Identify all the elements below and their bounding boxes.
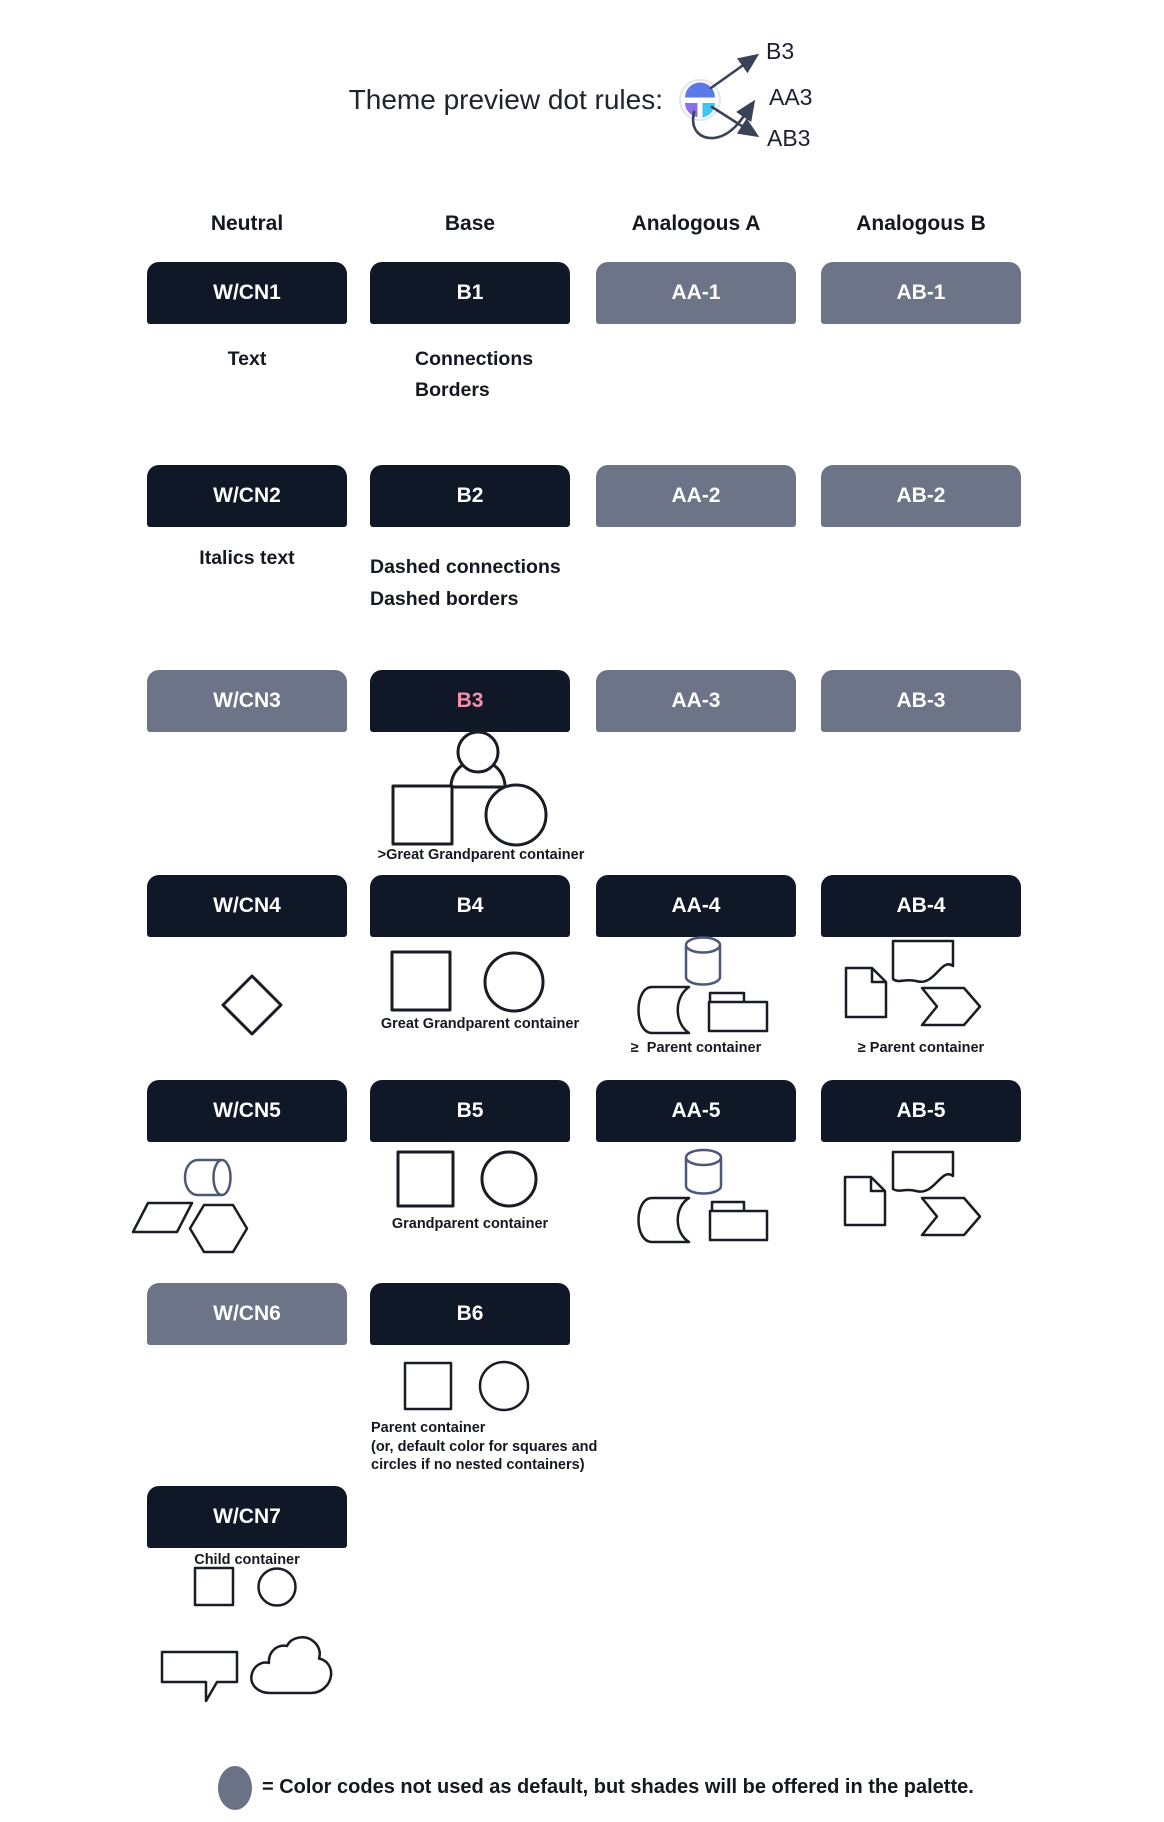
stored-data-shape [639,987,690,1033]
cylinder-top [686,1150,721,1165]
annotation-connections-borders [415,344,533,406]
square-shape [195,1568,233,1605]
annotation-italics-text: Italics text [199,547,295,569]
parallelogram-shape [133,1203,192,1232]
chevron-shape [922,1198,980,1235]
circle-shape [486,785,546,845]
label-parent-container: Parent container [371,1420,486,1436]
label-grandparent: Grandparent container [391,1216,549,1232]
document-fold [871,1177,885,1191]
swatch-b1: B1 [370,262,570,324]
annotation-dashed-borders: Dashed borders [370,588,519,610]
wcn7-shape-group [162,1568,331,1701]
cloud-icon [251,1637,331,1693]
b3-shape-group [393,732,546,845]
dot-rule-label-b3: B3 [766,38,795,64]
swatch-wcn4: W/CN4 [147,875,347,937]
dot-segment-analogous-b [703,103,716,118]
cylinder-top [686,938,720,953]
arrow-to-b3 [711,56,756,88]
label-child-container: Child container [194,1552,300,1568]
horizontal-cylinder-icon [185,1160,222,1195]
document-icon [846,968,886,1017]
label-parent-aa4: ≥ Parent container [630,1040,762,1056]
swatch-ab3: AB-3 [821,670,1021,732]
annotation-text: Text [227,348,267,370]
cylinder-icon [686,945,720,985]
folder-shape [709,1002,767,1031]
ab4-shape-group [846,941,980,1025]
wavy-document-icon [893,1152,953,1192]
label-great-grandparent: Great Grandparent container [380,1016,580,1032]
square-shape [392,952,450,1010]
swatch-aa1: AA-1 [596,262,796,324]
wcn5-shape-group [133,1160,247,1252]
swatch-aa3: AA-3 [596,670,796,732]
column-header-analogous-b: Analogous B [856,212,986,235]
swatch-ab4: AB-4 [821,875,1021,937]
dot-rule-arrows [693,56,756,138]
dot-segment-analogous-a [685,103,698,117]
b6-shape-group [405,1362,528,1410]
label-parent-ab4: ≥ Parent container [857,1040,985,1056]
diamond-shape [223,976,281,1034]
footer-note: = Color codes not used as default, but shades will be offered in the palette. [262,1776,974,1798]
swatch-ab2: AB-2 [821,465,1021,527]
swatch-b4: B4 [370,875,570,937]
swatch-b5: B5 [370,1080,570,1142]
speech-bubble-icon [162,1652,237,1701]
circle-shape [482,1152,536,1206]
document-icon [845,1177,885,1225]
swatch-wcn5: W/CN5 [147,1080,347,1142]
swatch-b2: B2 [370,465,570,527]
label-parent-container-line2: (or, default color for squares and [371,1438,598,1455]
swatch-ab5: AB-5 [821,1080,1021,1142]
square-shape [405,1363,451,1409]
ab5-shape-group [845,1152,980,1235]
person-icon [451,760,505,787]
theme-preview-dot-icon [680,80,720,120]
folder-shape [710,1211,767,1240]
label-parent-container-line3: circles if no nested containers) [371,1457,585,1473]
annotation-dashed-connections: Dashed connections [370,556,561,578]
swatch-aa4: AA-4 [596,875,796,937]
swatch-wcn2: W/CN2 [147,465,347,527]
circle-shape [259,1569,296,1606]
column-header-analogous-a: Analogous A [631,212,761,235]
swatch-aa5: AA-5 [596,1080,796,1142]
arrow-to-ab3 [712,107,756,135]
swatch-wcn3: W/CN3 [147,670,347,732]
swatch-b6: B6 [370,1283,570,1345]
swatch-wcn6: W/CN6 [147,1283,347,1345]
hexagon-shape [190,1205,247,1252]
circle-shape [480,1362,528,1410]
aa5-shape-group [639,1150,768,1242]
chevron-shape [922,988,980,1025]
swatch-ab1: AB-1 [821,262,1021,324]
dot-segment-base [685,83,715,98]
circle-shape [485,953,543,1011]
swatch-wcn1: W/CN1 [147,262,347,324]
dot-rule-label-aa3: AA3 [769,84,813,110]
folder-tab [712,1202,744,1213]
cylinder-icon [686,1158,721,1194]
aa4-shape-group [639,938,768,1034]
column-header-neutral: Neutral [210,212,284,235]
horizontal-cylinder-cap [214,1160,231,1195]
person-head-icon [458,732,498,772]
document-fold [872,968,886,982]
swatch-aa2: AA-2 [596,465,796,527]
wavy-document-icon [893,941,953,982]
square-shape [398,1152,453,1206]
stored-data-shape [639,1198,690,1242]
b5-shape-group [398,1152,536,1206]
dot-rule-label-ab3: AB3 [767,125,811,151]
annotation-connections: Connections [415,348,534,370]
annotation-dashed [370,551,561,615]
gray-dot-icon [218,1766,252,1810]
dot-ring [680,80,720,120]
swatch-b3: B3 [370,670,570,732]
page-title: Theme preview dot rules: [348,84,663,115]
arrow-to-aa3 [693,103,753,138]
label-great-grandparent-gt: >Great Grandparent container [377,847,585,863]
swatch-wcn7: W/CN7 [147,1486,347,1548]
b4-shape-group [392,952,543,1011]
folder-tab [710,993,744,1004]
annotation-borders: Borders [415,379,490,401]
label-parent-container-note [371,1419,597,1475]
column-header-base: Base [444,212,496,235]
square-shape [393,786,452,844]
